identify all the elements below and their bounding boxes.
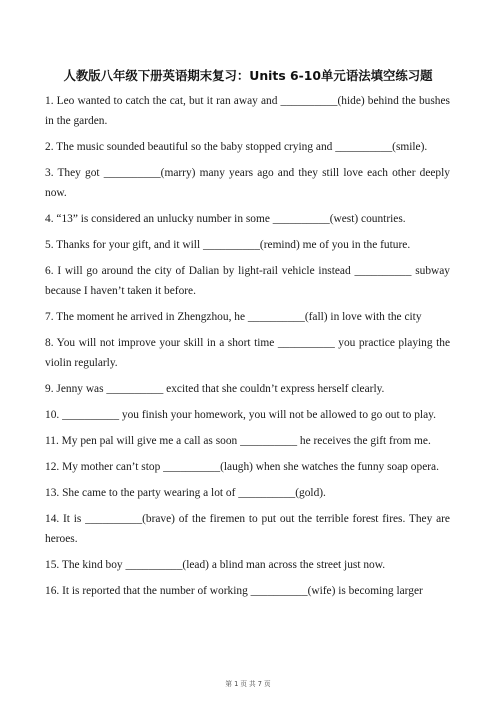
question-item: 12. My mother can’t stop __________(laugh) when she watches the funny soap opera. xyxy=(45,460,439,473)
question-item: 5. Thanks for your gift, and it will __________(remind) me of you in the future. xyxy=(45,239,411,252)
question-item: 10. __________ you finish your homework, you will not be allowed to go out to play. xyxy=(45,409,436,422)
question-item: 1. Leo wanted to catch the cat, but it ran away and __________(hide) behind the bushes in the garden. xyxy=(45,95,450,128)
question-item: 11. My pen pal will give me a call as soon __________ he receives the gift from me. xyxy=(45,435,431,448)
page-footer: 第 1 页 共 7 页 xyxy=(225,680,271,688)
page-title: 人教版八年级下册英语期末复习：Units 6-10单元语法填空练习题 xyxy=(63,68,433,83)
question-item: 13. She came to the party wearing a lot of __________(gold). xyxy=(45,486,326,499)
question-item: 8. You will not improve your skill in a short time __________ you practice playing the violin regularly. xyxy=(45,337,450,370)
question-item: 7. The moment he arrived in Zhengzhou, he __________(fall) in love with the city xyxy=(45,311,422,324)
question-item: 14. It is __________(brave) of the firemen to put out the terrible forest fires. They are heroes. xyxy=(45,512,450,546)
question-item: 4. “13” is considered an unlucky number in some __________(west) countries. xyxy=(45,213,406,226)
question-list xyxy=(45,91,450,607)
question-item: 2. The music sounded beautiful so the baby stopped crying and __________(smile). xyxy=(45,141,428,154)
question-item: 15. The kind boy __________(lead) a blind man across the street just now. xyxy=(45,558,386,571)
question-item: 16. It is reported that the number of working __________(wife) is becoming larger xyxy=(45,584,423,597)
question-item: 6. I will go around the city of Dalian by light-rail vehicle instead __________ subway because I haven’t taken it before. xyxy=(45,265,450,298)
question-item: 3. They got __________(marry) many years ago and they still love each other deeply now. xyxy=(45,167,450,200)
question-item: 9. Jenny was __________ excited that she couldn’t express herself clearly. xyxy=(45,383,385,396)
